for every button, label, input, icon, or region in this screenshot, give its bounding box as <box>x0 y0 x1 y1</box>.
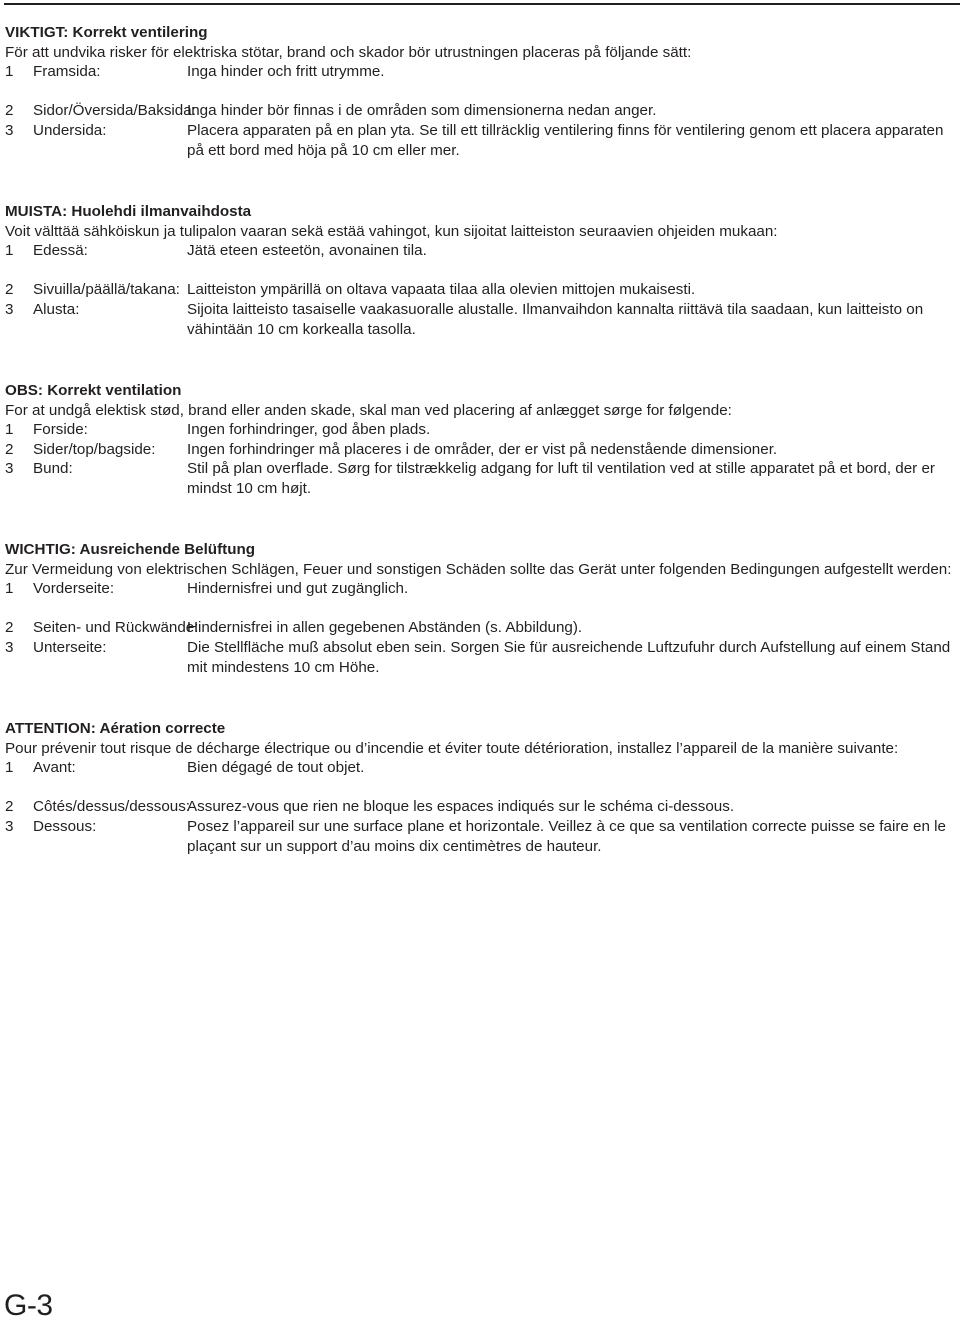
list-item <box>5 817 955 856</box>
list-item <box>5 758 955 778</box>
item-number: 1 <box>5 759 14 777</box>
section-intro: For at undgå elektisk stød, brand eller anden skade, skal man ved placering af anlægget sørge for følgende: <box>5 401 732 419</box>
item-number: 3 <box>5 121 14 139</box>
section-heading: VIKTIGT: Korrekt ventilering <box>5 24 208 41</box>
page-number: G-3 <box>4 1289 53 1322</box>
section-heading: WICHTIG: Ausreichende Belüftung <box>5 541 256 558</box>
item-label: Alusta: <box>33 300 80 318</box>
item-text: Inga hinder och fritt utrymme. <box>187 63 385 81</box>
item-number: 3 <box>5 638 14 656</box>
item-number: 1 <box>5 63 14 81</box>
item-text: Ingen forhindringer, god åben plads. <box>187 421 431 439</box>
item-label: Avant: <box>33 759 76 777</box>
section-intro: Voit välttää sähköiskun ja tulipalon vaaran sekä estää vahingot, kun sijoitat laitteiston seuraavien ohjeiden mukaan: <box>5 222 778 240</box>
list-item <box>5 300 955 339</box>
item-number: 2 <box>5 619 14 637</box>
list-item <box>5 797 955 817</box>
section-swedish <box>5 23 955 160</box>
item-text: Die Stellfläche muß absolut eben sein. Sorgen Sie für ausreichende Luftzufuhr durch Aufstellung auf einem Stand mit mindestens 10 cm Höhe. <box>187 638 951 676</box>
section-heading: OBS: Korrekt ventilation <box>5 382 182 399</box>
item-text: Placera apparaten på en plan yta. Se till ett tillräcklig ventilering finns för ventilering genom ett placera apparaten på ett bord med höja på 10 cm eller mer. <box>187 121 944 159</box>
item-number: 2 <box>5 102 14 120</box>
item-text: Assurez-vous que rien ne bloque les espaces indiqués sur le schéma ci-dessous. <box>187 798 735 816</box>
section-french <box>5 719 955 856</box>
list-item <box>5 618 955 638</box>
item-number: 3 <box>5 460 14 478</box>
list-item <box>5 241 955 261</box>
item-number: 2 <box>5 281 14 299</box>
item-label: Côtés/dessus/dessous: <box>33 798 191 816</box>
item-label: Dessous: <box>33 817 97 835</box>
item-text: Sijoita laitteisto tasaiselle vaakasuoralle alustalle. Ilmanvaihdon kannalta riittävä tila saadaan, kun laitteisto on vähintään 10 cm korkealla tasolla. <box>187 300 924 338</box>
item-number: 1 <box>5 580 14 598</box>
list-item <box>5 62 955 82</box>
item-text: Ingen forhindringer må placeres i de områder, der er vist på nedenstående dimensioner. <box>187 440 778 458</box>
item-text: Hindernisfrei und gut zugänglich. <box>187 580 409 598</box>
list-item <box>5 459 955 498</box>
item-text: Bien dégagé de tout objet. <box>187 759 365 777</box>
item-text: Laitteiston ympärillä on oltava vapaata tilaa alla olevien mittojen mukaisesti. <box>187 281 696 299</box>
item-label: Vorderseite: <box>33 580 115 598</box>
item-number: 1 <box>5 421 14 439</box>
item-label: Bund: <box>33 460 73 478</box>
item-label: Sider/top/bagside: <box>33 440 156 458</box>
list-item <box>5 638 955 677</box>
section-intro: För att undvika risker för elektriska stötar, brand och skador bör utrustningen placeras på följande sätt: <box>5 43 692 61</box>
item-number: 2 <box>5 440 14 458</box>
section-intro: Pour prévenir tout risque de décharge électrique ou d’incendie et éviter toute détérioration, installez l’appareil de la manière suivante: <box>5 739 899 757</box>
item-label: Undersida: <box>33 121 107 139</box>
section-german <box>5 540 955 677</box>
section-finnish <box>5 202 955 339</box>
item-number: 3 <box>5 817 14 835</box>
item-text: Stil på plan overflade. Sørg for tilstrækkelig adgang for luft til ventilation ved at stille apparatet på et bord, der er mindst 10 cm højt. <box>187 460 935 497</box>
item-text: Hindernisfrei in allen gegebenen Abständen (s. Abbildung). <box>187 619 583 637</box>
list-item <box>5 420 955 440</box>
item-text: Posez l’appareil sur une surface plane et horizontale. Veillez à ce que sa ventilation correcte puisse se faire en le plaçant sur un support d’au moins dix centimètres de hauteur. <box>187 817 946 855</box>
item-label: Sivuilla/päällä/takana: <box>33 281 180 299</box>
top-rule <box>4 3 960 5</box>
item-label: Forside: <box>33 421 88 439</box>
list-item <box>5 121 955 160</box>
list-item <box>5 280 955 300</box>
section-intro: Zur Vermeidung von elektrischen Schlägen, Feuer und sonstigen Schäden sollte das Gerät unter folgenden Bedingungen aufgestellt werden: <box>5 560 952 578</box>
item-number: 1 <box>5 242 14 260</box>
item-number: 2 <box>5 798 14 816</box>
list-item <box>5 440 955 460</box>
item-label: Framsida: <box>33 63 101 81</box>
section-heading: MUISTA: Huolehdi ilmanvaihdosta <box>5 203 252 220</box>
item-text: Jätä eteen esteetön, avonainen tila. <box>187 242 427 260</box>
item-text: Inga hinder bör finnas i de områden som dimensionerna nedan anger. <box>187 102 657 120</box>
item-label: Sidor/Översida/Baksida: <box>33 102 196 120</box>
list-item <box>5 101 955 121</box>
item-label: Seiten- und Rückwände: <box>33 619 199 637</box>
item-number: 3 <box>5 300 14 318</box>
item-label: Edessä: <box>33 242 88 260</box>
section-heading: ATTENTION: Aération correcte <box>5 720 226 737</box>
item-label: Unterseite: <box>33 638 107 656</box>
section-danish <box>5 381 955 499</box>
list-item <box>5 579 955 599</box>
